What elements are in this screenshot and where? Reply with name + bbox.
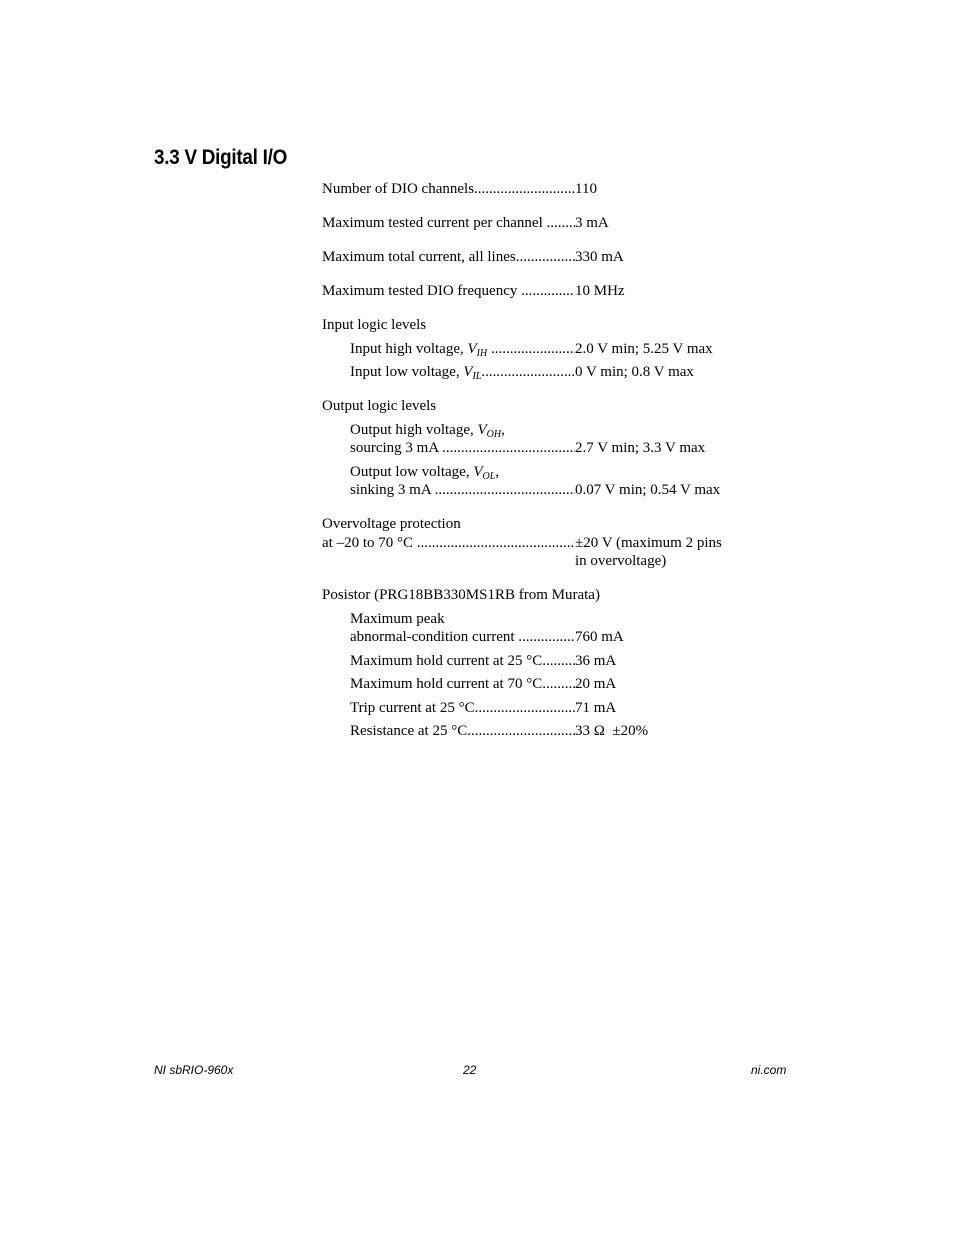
voltage-symbol: V: [477, 421, 487, 438]
spec-peak-current: [322, 610, 742, 647]
footer-page-number: 22: [463, 1063, 477, 1077]
spec-value: 3 mA: [575, 215, 609, 231]
spec-label: Output low voltage,: [350, 463, 474, 480]
spec-value: 2.7 V min; 3.3 V max: [575, 440, 706, 456]
spec-resistance: [322, 722, 742, 741]
spec-value: 33 Ω ±20%: [575, 723, 649, 739]
spec-label: Maximum tested DIO frequency: [322, 283, 522, 299]
spec-list: [322, 180, 742, 756]
spec-label: at –20 to 70 °C: [322, 534, 417, 551]
spec-label: Resistance at 25 °C: [350, 723, 468, 739]
spec-label: Output high voltage,: [350, 421, 478, 438]
spec-value: 0.07 V min; 0.54 V max: [575, 482, 721, 498]
section-heading: 3.3 V Digital I/O: [154, 146, 288, 169]
footer-website: ni.com: [751, 1063, 787, 1077]
spec-value: 20 mA: [575, 676, 617, 692]
spec-input-logic-levels: [322, 316, 742, 382]
spec-vih: [322, 340, 742, 359]
spec-label: sourcing 3 mA: [350, 440, 443, 456]
spec-trip-current: [322, 699, 742, 718]
spec-max-total-current: [322, 248, 742, 267]
spec-label: Trip current at 25 °C: [350, 699, 475, 716]
spec-value: 36 mA: [575, 652, 617, 669]
spec-value: ±20 V (maximum 2 pins: [575, 534, 722, 551]
spec-posistor: [322, 586, 742, 741]
spec-label: Maximum total current, all lines: [322, 249, 516, 265]
spec-hold-70: [322, 675, 742, 694]
voltage-symbol: V: [473, 463, 483, 480]
spec-value: 0 V min; 0.8 V max: [575, 364, 694, 380]
spec-value: 10 MHz: [575, 283, 625, 299]
spec-vol: [322, 463, 742, 500]
spec-label: Maximum peak: [350, 610, 445, 627]
spec-overvoltage-protection: [322, 515, 742, 571]
spec-label: Maximum tested current per channel: [322, 215, 547, 231]
spec-label: sinking 3 mA: [350, 482, 435, 498]
spec-value: 2.0 V min; 5.25 V max: [575, 340, 713, 357]
spec-output-logic-levels: [322, 397, 742, 500]
voltage-subscript: IL: [472, 371, 482, 382]
voltage-symbol: V: [467, 340, 477, 357]
spec-group-title: Overvoltage protection: [322, 516, 461, 532]
spec-value: 110: [575, 181, 597, 197]
spec-label: abnormal-condition current: [350, 629, 519, 645]
voltage-symbol: V: [463, 364, 473, 380]
spec-dio-channels: [322, 180, 742, 199]
spec-label: Number of DIO channels: [322, 181, 475, 197]
spec-value: 71 mA: [575, 699, 617, 716]
spec-group-title: Input logic levels: [322, 317, 427, 333]
voltage-subscript: OH: [486, 428, 502, 440]
voltage-subscript: IH: [476, 347, 488, 358]
spec-label: Maximum hold current at 25 °C: [350, 652, 543, 669]
spec-label: Input high voltage,: [350, 340, 468, 357]
spec-group-title: Posistor (PRG18BB330MS1RB from Murata): [322, 587, 600, 603]
footer-product-name: NI sbRIO-960x: [154, 1063, 234, 1077]
spec-value-continued: in overvoltage): [575, 553, 667, 569]
spec-label-comma: ,: [501, 421, 505, 438]
spec-max-current-per-channel: [322, 214, 742, 233]
spec-value: 330 mA: [575, 249, 624, 265]
spec-voh: [322, 421, 742, 458]
spec-label-comma: ,: [495, 463, 500, 480]
spec-hold-25: [322, 652, 742, 671]
spec-value: 760 mA: [575, 629, 624, 645]
spec-max-dio-frequency: [322, 282, 742, 301]
spec-label: Maximum hold current at 70 °C: [350, 676, 543, 692]
voltage-subscript: OL: [482, 470, 496, 482]
spec-group-title: Output logic levels: [322, 398, 437, 414]
spec-vil: [322, 363, 742, 382]
spec-label: Input low voltage,: [350, 364, 464, 380]
